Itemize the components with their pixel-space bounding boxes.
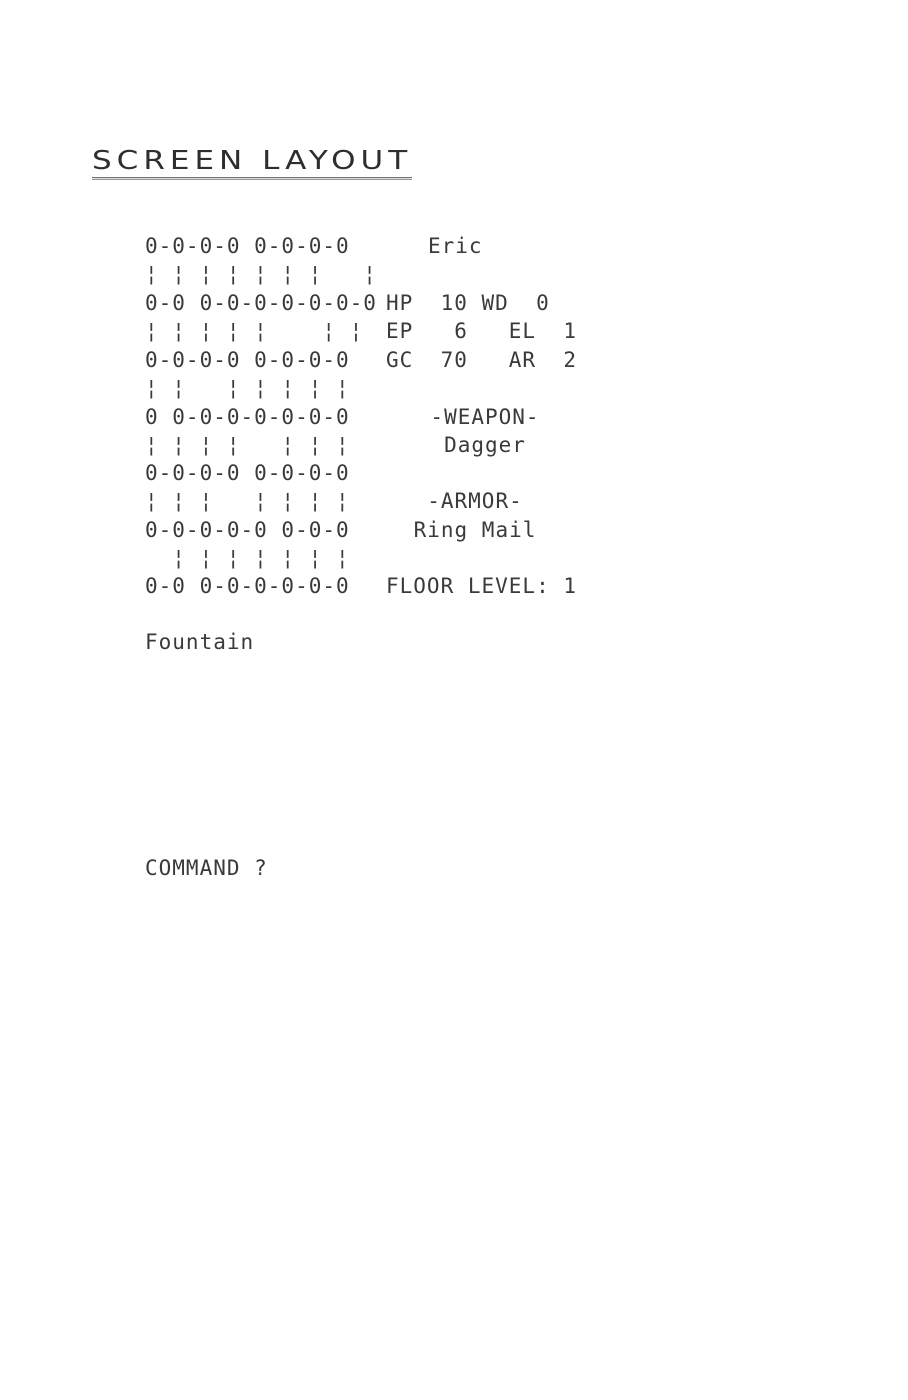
map-row: ¦ ¦ ¦ ¦ ¦ ¦ ¦ ¦ xyxy=(145,262,377,286)
command-prompt[interactable]: COMMAND ? xyxy=(145,856,268,880)
weapon-name: Dagger xyxy=(444,433,526,457)
map-row: ¦ ¦ ¦ ¦ ¦ ¦ ¦ xyxy=(145,546,350,570)
map-row: 0-0-0-0 0-0-0-0 xyxy=(145,348,350,372)
stats-hp-wd: HP 10 WD 0 xyxy=(386,291,550,315)
room-description: Fountain xyxy=(145,630,255,654)
map-row: ¦ ¦ ¦ ¦ ¦ ¦ ¦ xyxy=(145,376,350,400)
page-title: SCREEN LAYOUT xyxy=(92,146,412,180)
map-row: 0-0 0-0-0-0-0-0 xyxy=(145,574,350,598)
map-row: ¦ ¦ ¦ ¦ ¦ ¦ ¦ xyxy=(145,489,350,513)
map-row: 0-0 0-0-0-0-0-0-0 xyxy=(145,291,377,315)
map-row: 0-0-0-0 0-0-0-0 xyxy=(145,461,350,485)
armor-header: -ARMOR- xyxy=(427,489,523,513)
weapon-header: -WEAPON- xyxy=(430,405,540,429)
stats-ep-el: EP 6 EL 1 xyxy=(386,319,578,343)
map-row: ¦ ¦ ¦ ¦ ¦ ¦ ¦ xyxy=(145,433,350,457)
stats-gc-ar: GC 70 AR 2 xyxy=(386,348,578,372)
map-row: ¦ ¦ ¦ ¦ ¦ ¦ ¦ xyxy=(145,319,364,343)
floor-level: FLOOR LEVEL: 1 xyxy=(386,574,578,598)
map-row: 0 0-0-0-0-0-0-0 xyxy=(145,405,350,429)
character-name: Eric xyxy=(428,234,483,258)
map-row: 0-0-0-0-0 0-0-0 xyxy=(145,518,350,542)
armor-name: Ring Mail xyxy=(413,518,537,542)
map-row: 0-0-0-0 0-0-0-0 xyxy=(145,234,350,258)
